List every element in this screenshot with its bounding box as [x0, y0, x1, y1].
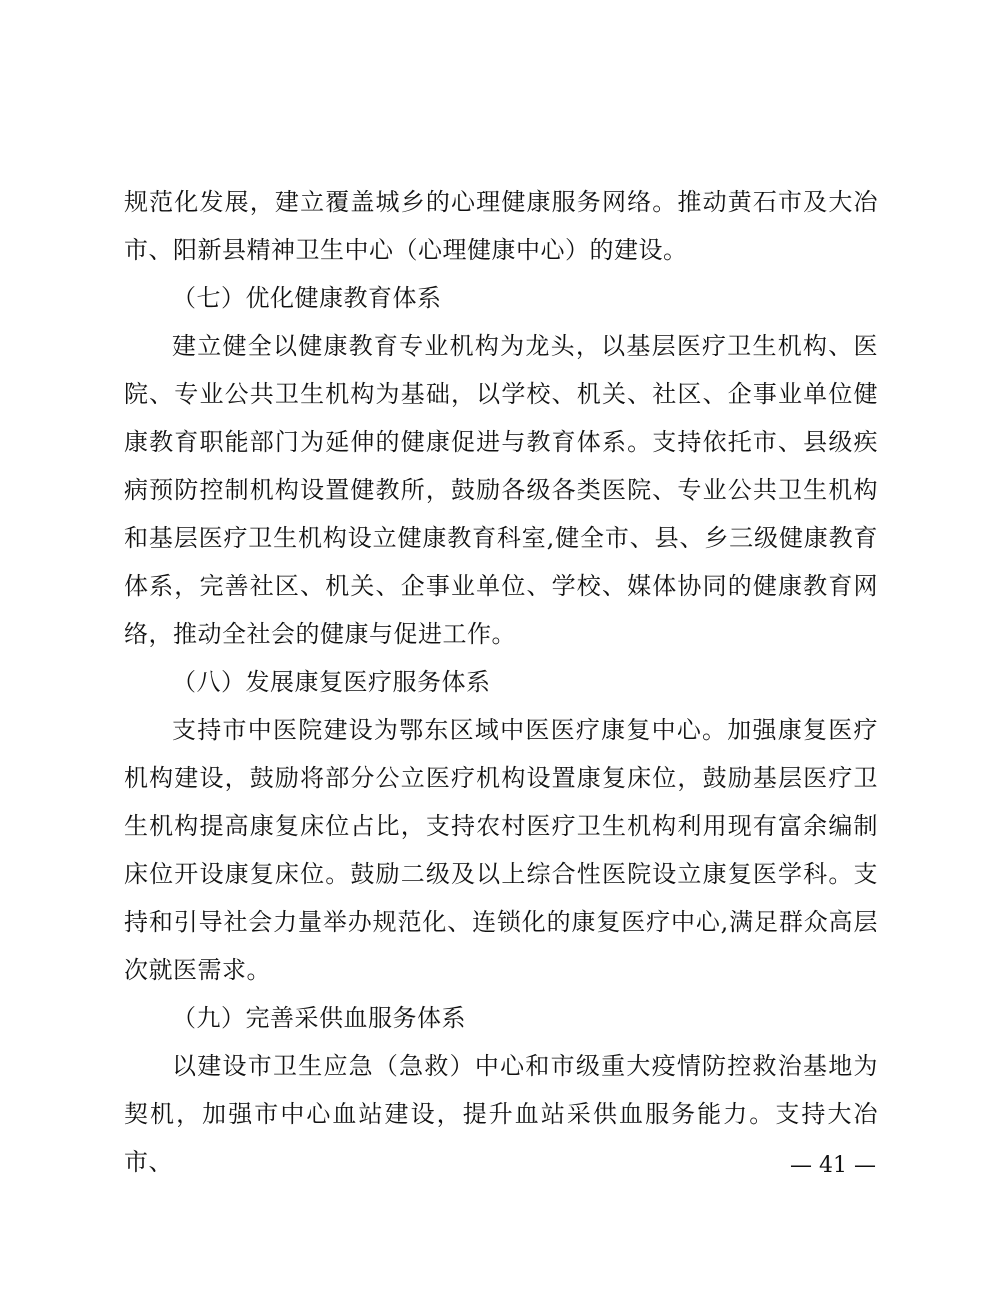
- paragraph-rehabilitation: 支持市中医院建设为鄂东区域中医医疗康复中心。加强康复医疗机构建设，鼓励将部分公立医疗机构设置康复床位，鼓励基层医疗卫生机构提高康复床位占比，支持农村医疗卫生机构利用现有富余编制床位开设康复床位。鼓励二级及以上综合性医院设立康复医学科。支持和引导社会力量举办规范化、连锁化的康复医疗中心,满足群众高层次就医需求。: [124, 716, 878, 984]
- section-heading-9: （九）完善采供血服务体系: [172, 1004, 466, 1032]
- paragraph-health-education: 建立健全以健康教育专业机构为龙头，以基层医疗卫生机构、医院、专业公共卫生机构为基础，以学校、机关、社区、企事业单位健康教育职能部门为延伸的健康促进与教育体系。支持依托市、县级疾病预防控制机构设置健教所，鼓励各级各类医院、专业公共卫生机构和基层医疗卫生机构设立健康教育科室,健全市、县、乡三级健康教育体系，完善社区、机关、企事业单位、学校、媒体协同的健康教育网络，推动全社会的健康与促进工作。: [124, 332, 878, 648]
- paragraph-continuation: 规范化发展，建立覆盖城乡的心理健康服务网络。推动黄石市及大冶市、阳新县精神卫生中心（心理健康中心）的建设。: [124, 188, 878, 264]
- paragraph-blood-supply: 以建设市卫生应急（急救）中心和市级重大疫情防控救治基地为契机，加强市中心血站建设，提升血站采供血服务能力。支持大冶市、: [124, 1052, 878, 1176]
- page-number: — 41 —: [790, 1153, 876, 1178]
- body-text: [124, 178, 878, 1186]
- section-heading-8: （八）发展康复医疗服务体系: [172, 668, 491, 696]
- section-heading-7: （七）优化健康教育体系: [172, 284, 442, 312]
